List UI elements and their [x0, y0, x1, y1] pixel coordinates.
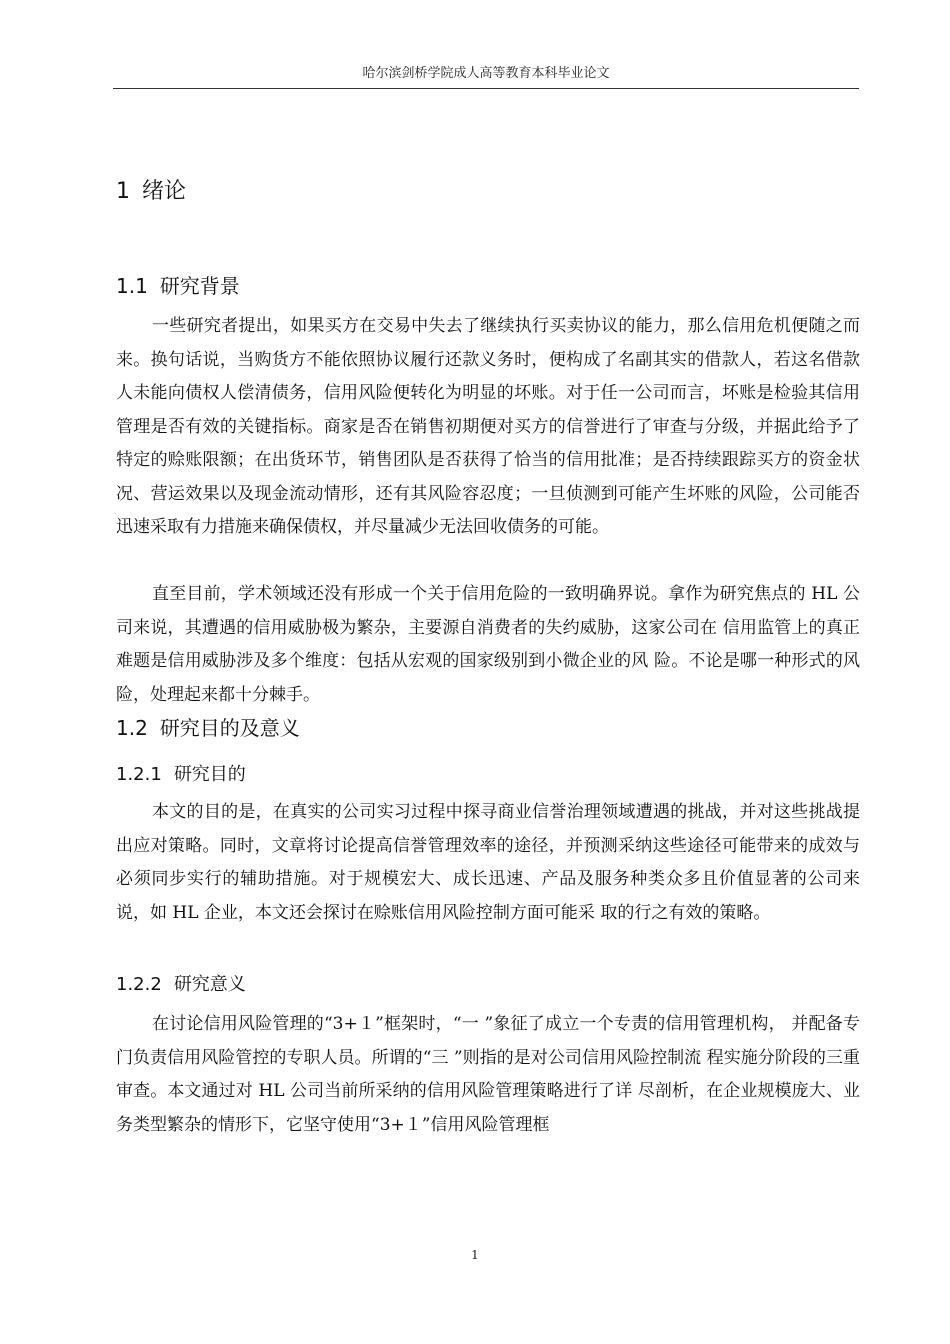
subsection-heading-1-2-2	[116, 970, 246, 996]
section-heading-1-1	[116, 270, 240, 299]
section-title: 研究目的及意义	[159, 716, 300, 740]
chapter-heading	[116, 174, 186, 205]
paragraph-background-2: 直至目前，学术领域还没有形成一个关于信用危险的一致明确界说。拿作为研究焦点的 HL 公司来说，其遭遇的信用威胁极为繁杂，主要源自消费者的失约威胁，这家公司在 信用监管上的真正难题是信用威胁涉及多个维度：包括从宏观的国家级别到小微企业的风 险。不论是哪一种形式的风险，处理起来都十分棘手。	[116, 584, 860, 705]
section-title: 研究背景	[159, 274, 240, 298]
subsection-title: 研究目的	[173, 764, 246, 785]
subsection-number: 1.2.2	[116, 974, 162, 995]
section-number: 1.1	[116, 274, 148, 298]
page-number: 1	[471, 1248, 479, 1262]
subsection-heading-1-2-1	[116, 760, 246, 786]
subsection-title: 研究意义	[173, 974, 246, 995]
section-heading-1-2	[116, 712, 300, 741]
chapter-title: 绪论	[142, 179, 187, 204]
subsection-number: 1.2.1	[116, 764, 162, 785]
paragraph-background-1: 一些研究者提出，如果买方在交易中失去了继续执行买卖协议的能力，那么信用危机便随之而来。换句话说，当购货方不能依照协议履行还款义务时，便构成了名副其实的借款人，若这名借款人未能向债权人偿清债务，信用风险便转化为明显的坏账。对于任一公司而言，坏账是检验其信用管理是否有效的关键指标。商家是否在销售初期便对买方的信誉进行了审查与分级，并据此给予了特定的赊账限额；在出货环节，销售团队是否获得了恰当的信用批准；是否持续跟踪买方的资金状况、营运效果以及现金流动情形，还有其风险容忍度；一旦侦测到可能产生坏账的风险，公司能否迅速采取有力措施来确保债权，并尽量减少无法回收债务的可能。	[116, 316, 860, 537]
header-divider	[113, 88, 859, 89]
chapter-number: 1	[116, 179, 130, 204]
running-header: 哈尔滨剑桥学院成人高等教育本科毕业论文	[362, 66, 610, 81]
section-number: 1.2	[116, 716, 148, 740]
paragraph-purpose: 本文的目的是，在真实的公司实习过程中探寻商业信誉治理领域遭遇的挑战，并对这些挑战提出应对策略。同时，文章将讨论提高信誉管理效率的途径，并预测采纳这些途径可能带来的成效与必须同步实行的辅助措施。对于规模宏大、成长迅速、产品及服务种类众多且价值显著的公司来说，如 HL 企业，本文还会探讨在赊账信用风险控制方面可能采 取的行之有效的策略。	[116, 802, 860, 923]
paragraph-significance: 在讨论信用风险管理的“3+１”框架时，“一 ”象征了成立一个专责的信用管理机构， 并配备专门负责信用风险管控的专职人员。所谓的“三 ”则指的是对公司信用风险控制流 程实施分阶段的三重审查。本文通过对 HL 公司当前所采纳的信用风险管理策略进行了详 尽剖析，在企业规模庞大、业务类型繁杂的情形下，它坚守使用“3+１”信用风险管理框	[116, 1014, 860, 1135]
